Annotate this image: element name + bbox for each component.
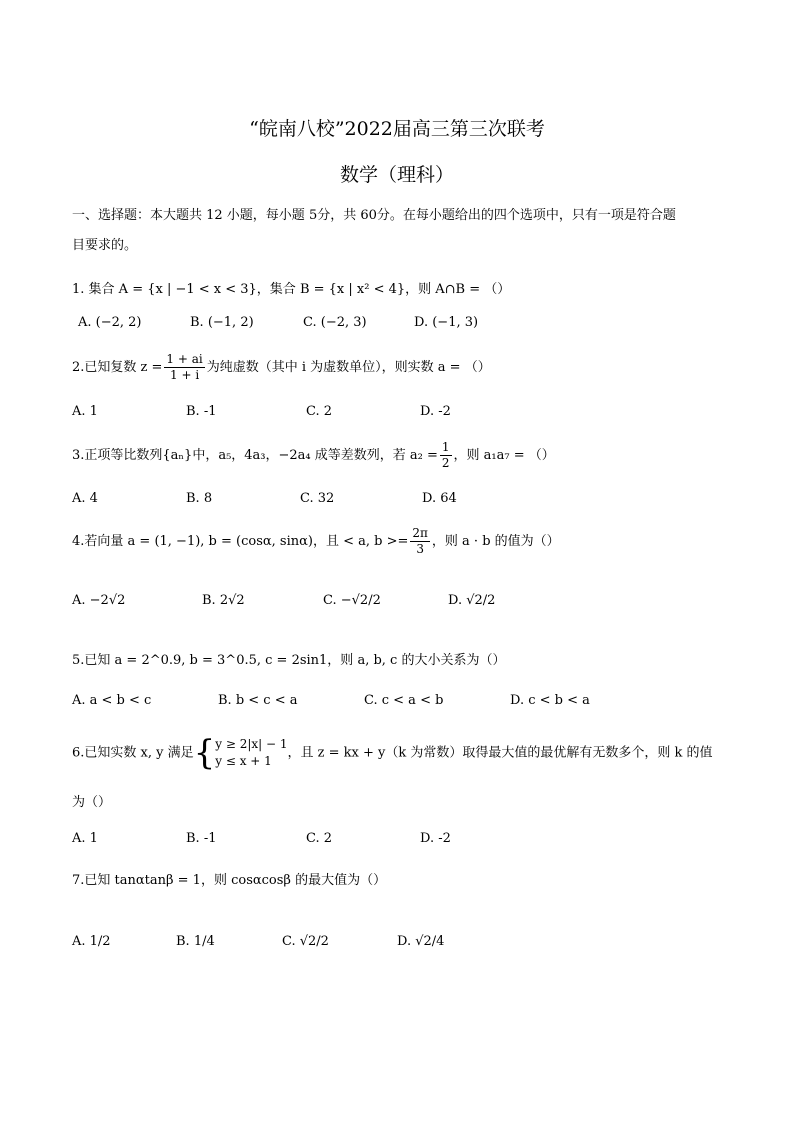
question-2-stem-suffix: 为纯虚数（其中 i 为虚数单位），则实数 a = （）: [206, 360, 491, 375]
question-3-stem-suffix: ，则 a₁a₇ = （）: [453, 448, 555, 463]
question-4-stem-suffix: ，则 a · b 的值为（）: [431, 534, 560, 549]
question-1-option-b: B. (−1, 2): [190, 315, 254, 330]
question-2-fraction-numerator: 1 + ai: [166, 352, 203, 366]
question-7-option-b: B. 1/4: [176, 934, 215, 949]
question-1-option-d: D. (−1, 3): [414, 315, 479, 330]
question-4-option-d: D. √2/2: [448, 593, 496, 608]
question-6-option-b: B. -1: [186, 831, 217, 846]
question-6-inequality-2: y ≤ x + 1: [215, 754, 272, 768]
question-2-stem-prefix: 2.已知复数 z =: [72, 360, 163, 375]
question-6-stem-suffix: ，且 z = kx + y（k 为常数）取得最大值的最优解有无数多个，则 k 的值: [287, 745, 713, 761]
question-6-stem: [72, 733, 713, 773]
question-2-option-d: D. -2: [420, 404, 451, 419]
question-3-option-b: B. 8: [186, 491, 213, 506]
question-3-option-a: A. 4: [72, 491, 98, 506]
question-5-option-b: B. b < c < a: [218, 693, 298, 708]
question-1-option-c: C. (−2, 3): [303, 315, 367, 330]
question-7-stem: 7.已知 tanαtanβ = 1，则 cosαcosβ 的最大值为（）: [72, 873, 387, 888]
section-intro-line-2: 目要求的。: [72, 238, 138, 253]
question-3-option-c: C. 32: [300, 491, 335, 506]
question-4-fraction-denominator: 3: [416, 542, 424, 556]
question-6-option-c: C. 2: [306, 831, 333, 846]
question-5-option-a: A. a < b < c: [72, 693, 152, 708]
question-3-stem: [72, 440, 555, 471]
question-2-stem: [72, 352, 491, 383]
question-2-option-c: C. 2: [306, 404, 333, 419]
question-4-fraction: [410, 526, 430, 557]
question-6-stem-prefix: 6.已知实数 x, y 满足: [72, 745, 194, 761]
question-4-option-b: B. 2√2: [202, 593, 245, 608]
question-6-stem-continued: 为（）: [72, 795, 112, 810]
question-6-option-a: A. 1: [72, 831, 98, 846]
question-4-stem-prefix: 4.若向量 a = (1, −1), b = (cosα, sinα)，且 < a, b >=: [72, 534, 409, 549]
question-1-option-a: A. (−2, 2): [78, 315, 142, 330]
question-2-fraction-denominator: 1 + i: [170, 368, 200, 382]
question-4-option-c: C. −√2/2: [323, 593, 381, 608]
question-4-stem: [72, 526, 560, 557]
question-7-option-c: C. √2/2: [282, 934, 329, 949]
system-brace-icon: {: [193, 733, 216, 773]
question-4-option-a: A. −2√2: [72, 593, 126, 608]
question-3-stem-prefix: 3.正项等比数列{aₙ}中，a₅，4a₃，−2a₄ 成等差数列，若 a₂ =: [72, 448, 438, 463]
question-3-option-d: D. 64: [422, 491, 457, 506]
question-1-stem: 1. 集合 A = {x | −1 < x < 3}，集合 B = {x | x² < 4}，则 A∩B = （）: [72, 282, 511, 297]
question-7-option-d: D. √2/4: [397, 934, 445, 949]
question-4-fraction-numerator: 2π: [412, 526, 428, 540]
question-3-fraction-numerator: 1: [441, 440, 450, 454]
question-6-inequality-1: y ≥ 2|x| − 1: [215, 737, 288, 751]
question-6-inequality-system: [215, 736, 287, 770]
question-3-fraction: [440, 440, 452, 471]
question-7-option-a: A. 1/2: [72, 934, 111, 949]
question-6-option-d: D. -2: [420, 831, 451, 846]
question-5-stem: 5.已知 a = 2^0.9, b = 3^0.5, c = 2sin1，则 a, b, c 的大小关系为（）: [72, 653, 506, 668]
exam-title: “皖南八校”2022届高三第三次联考: [249, 118, 545, 140]
question-5-option-d: D. c < b < a: [510, 693, 590, 708]
question-2-fraction: [164, 352, 204, 383]
question-5-option-c: C. c < a < b: [364, 693, 444, 708]
exam-subtitle: 数学（理科）: [339, 164, 454, 186]
question-2-option-b: B. -1: [186, 404, 217, 419]
section-intro-line-1: 一、选择题：本大题共 12 小题，每小题 5分，共 60分。在每小题给出的四个选项中，只有一项是符合题: [72, 208, 676, 223]
question-3-fraction-denominator: 2: [441, 456, 450, 470]
question-2-option-a: A. 1: [72, 404, 98, 419]
